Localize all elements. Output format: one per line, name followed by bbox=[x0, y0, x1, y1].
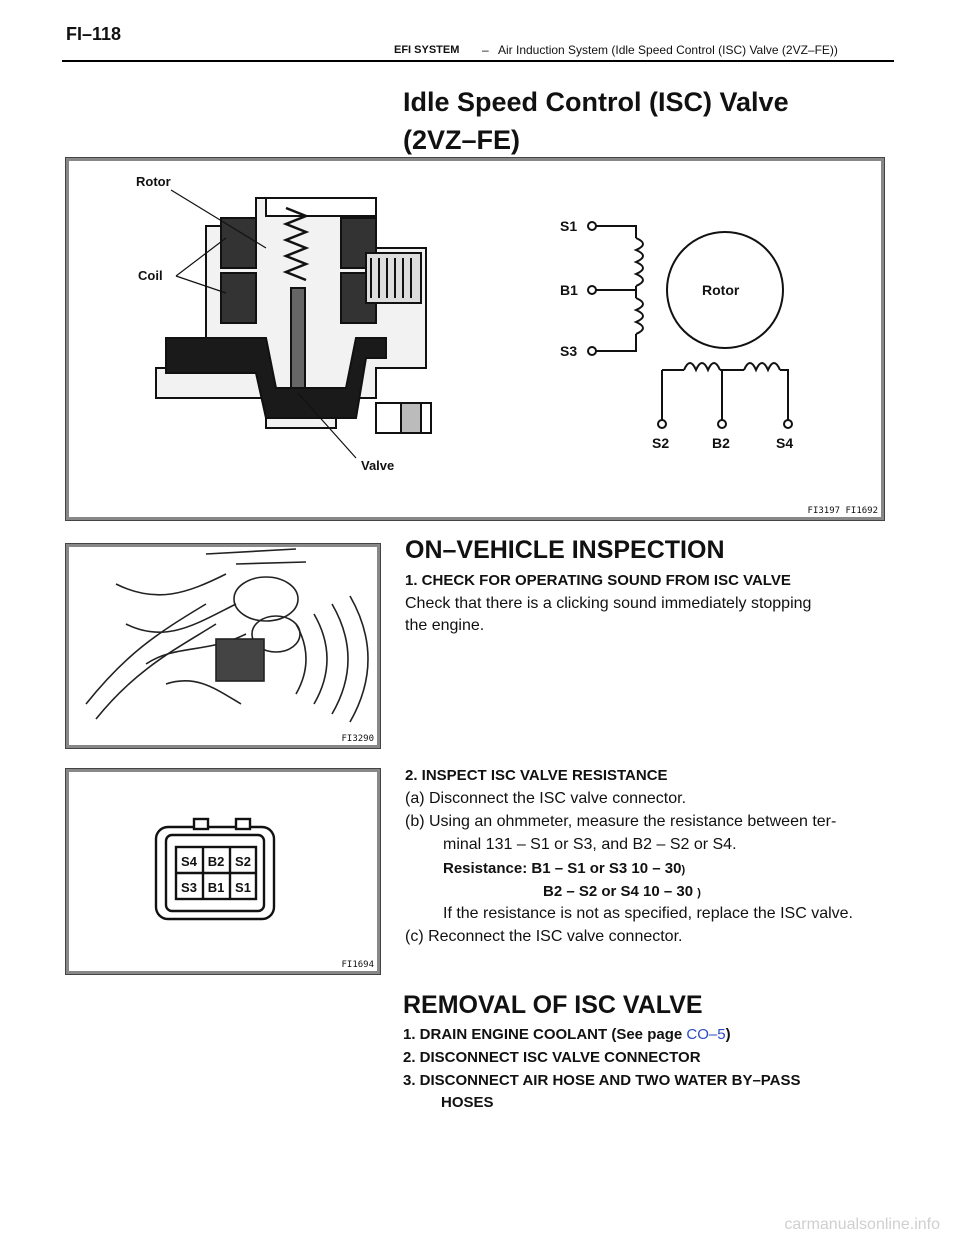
removal-step-3-line-1: 3. DISCONNECT AIR HOSE AND TWO WATER BY–PASS bbox=[403, 1072, 801, 1089]
figure-code: FI3197 FI1692 bbox=[807, 506, 878, 516]
isc-valve-figure bbox=[65, 157, 885, 521]
removal-step-3-line-2: HOSES bbox=[441, 1094, 494, 1111]
figure-code: FI3290 bbox=[341, 734, 374, 744]
removal-step-1 bbox=[403, 1026, 731, 1043]
label-rotor-circle: Rotor bbox=[702, 282, 740, 298]
title-line-2: (2VZ–FE) bbox=[403, 125, 521, 155]
removal-step-1-prefix: 1. DRAIN ENGINE COOLANT (See page bbox=[403, 1026, 687, 1043]
pin-b1: B1 bbox=[207, 880, 225, 895]
pin-s3: S3 bbox=[181, 880, 197, 895]
resistance-note: If the resistance is not as specified, replace the ISC valve. bbox=[443, 905, 853, 922]
resistance-spec-1 bbox=[443, 860, 685, 877]
step-2a: (a) Disconnect the ISC valve connector. bbox=[405, 790, 687, 807]
pin-s2: S2 bbox=[235, 854, 251, 869]
label-b1: B1 bbox=[560, 282, 578, 298]
section-name: EFI SYSTEM bbox=[394, 44, 460, 56]
step-1-text-line-2: the engine. bbox=[405, 617, 485, 634]
ohm-symbol: ) bbox=[681, 864, 686, 876]
watermark: carmanualsonline.info bbox=[784, 1216, 940, 1233]
label-s2: S2 bbox=[652, 435, 670, 451]
resistance-spec-1-text: Resistance: B1 – S1 or S3 10 – 30 bbox=[443, 860, 682, 877]
step-2b-line-1: (b) Using an ohmmeter, measure the resistance between ter- bbox=[405, 813, 837, 830]
pin-b2: B2 bbox=[207, 854, 225, 869]
on-vehicle-figure bbox=[65, 543, 381, 749]
label-s3: S3 bbox=[560, 343, 578, 359]
header-dash: – bbox=[482, 43, 489, 57]
removal-heading: REMOVAL OF ISC VALVE bbox=[403, 991, 703, 1019]
resistance-spec-2-text: B2 – S2 or S4 10 – 30 bbox=[543, 883, 698, 900]
engine-bay-illustration bbox=[66, 544, 380, 748]
removal-step-1-suffix: ) bbox=[725, 1026, 731, 1043]
step-1-text-line-1: Check that there is a clicking sound immediately stopping bbox=[405, 595, 812, 612]
page-number: FI–118 bbox=[66, 24, 122, 44]
on-vehicle-heading: ON–VEHICLE INSPECTION bbox=[405, 536, 725, 564]
label-rotor: Rotor bbox=[136, 174, 171, 189]
isc-valve-illustration bbox=[66, 158, 884, 520]
connector-illustration bbox=[66, 769, 380, 974]
header-rule bbox=[62, 60, 894, 62]
pin-s4: S4 bbox=[181, 854, 197, 869]
label-b2: B2 bbox=[712, 435, 730, 451]
removal-step-2: 2. DISCONNECT ISC VALVE CONNECTOR bbox=[403, 1049, 701, 1066]
connector-figure bbox=[65, 768, 381, 975]
title-line-1: Idle Speed Control (ISC) Valve bbox=[403, 87, 789, 117]
resistance-spec-2 bbox=[543, 883, 701, 900]
ohm-symbol: ) bbox=[697, 887, 701, 899]
step-2b-line-2: minal 131 – S1 or S3, and B2 – S2 or S4. bbox=[443, 836, 737, 853]
step-2-inspect-resistance: 2. INSPECT ISC VALVE RESISTANCE bbox=[405, 767, 668, 784]
page-link-co-5[interactable]: CO–5 bbox=[686, 1026, 726, 1043]
page-title bbox=[403, 83, 873, 159]
label-s1: S1 bbox=[560, 218, 578, 234]
figure-code: FI1694 bbox=[341, 960, 374, 970]
step-2c: (c) Reconnect the ISC valve connector. bbox=[405, 928, 683, 945]
label-s4: S4 bbox=[776, 435, 794, 451]
label-coil: Coil bbox=[138, 268, 163, 283]
pin-s1: S1 bbox=[235, 880, 251, 895]
header-subtitle: Air Induction System (Idle Speed Control (ISC) Valve (2VZ–FE)) bbox=[498, 43, 838, 57]
label-valve: Valve bbox=[361, 458, 395, 473]
step-1-check-sound: 1. CHECK FOR OPERATING SOUND FROM ISC VALVE bbox=[405, 572, 791, 589]
